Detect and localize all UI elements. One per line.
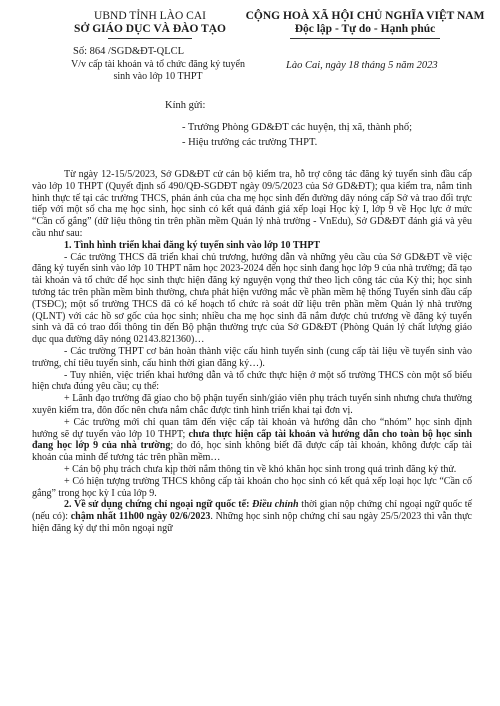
intro-paragraph: Từ ngày 12-15/5/2023, Sở GD&ĐT cử cán bộ kiểm tra, hỗ trợ công tác đăng ký tuyển sinh đầu cấp vào lớp 10 THPT (Quyết định số 490/QĐ-SGDĐT ngày 09/5/2023 của Sở GD&ĐT); qua kiểm tra, nắm tình hình thực tế tại các trường THCS, phản ánh của cha mẹ học sinh đến đường dây nóng cấp Sở và trao đổi trực tiếp với một số cha mẹ học sinh, học sinh có kết quả đánh giá xếp loại Học kỳ I, lớp 9 về Học lực ở mức “Cần cố gắng” (dữ liệu thông tin trên phần mềm Quản lý nhà trường - VnEdu), Sở GD&ĐT đánh giá và yêu cầu như sau: [32, 169, 472, 239]
section-1-heading: 1. Tình hình triển khai đăng ký tuyển sinh vào lớp 10 THPT [64, 239, 321, 251]
issuing-agency [50, 10, 250, 39]
kinh-gui-label: Kính gửi: [165, 100, 206, 111]
agency-name: SỞ GIÁO DỤC VÀ ĐÀO TẠO [74, 23, 226, 35]
body-paragraph: - Các trường THCS đã triển khai chủ trương, hướng dẫn và những yêu cầu của Sở GD&ĐT về việc đăng ký tuyển sinh vào lớp 10 THPT năm học 2023-2024 đến học sinh đang học lớp 9 của nhà trường; đã tạo tài khoản và tổ chức để học sinh thực hiện đăng ký nguyện vọng thứ theo lịch công tác của Kỳ thi; học sinh tương tác trên phần mềm bình thường, chưa phát hiện vướng mắc về phần mềm hệ thống Tuyển sinh đầu cấp (TSĐC); một số trường THCS đã có kế hoạch tổ chức rà soát dữ liệu trên phần mềm Quản lý nhà trường (QLNT) với các hồ sơ gốc của học sinh; nhiều cha mẹ học sinh đã nắm được chủ trương về đăng ký tuyển sinh và đã có trao đổi thông tin đến Bộ phận thường trực của Sở GD&ĐT (Phòng Quản lý chất lượng giáo dục qua đường dây nóng 02143.821360)… [32, 251, 472, 346]
body-paragraph: - Các trường THPT cơ bản hoàn thành việc cấu hình tuyển sinh (cung cấp tài liệu về tuyển sinh vào trường, chỉ tiêu tuyển sinh, cấu hình thời gian đăng ký…). [32, 345, 472, 369]
country-name: CỘNG HOÀ XÃ HỘI CHỦ NGHĨA VIỆT NAM [245, 10, 485, 22]
body-paragraph: + Có hiện tượng trường THCS không cấp tài khoản cho học sinh có kết quả xếp loại học lực “Cần cố gắng” trong học kỳ I của lớp 9. [32, 475, 472, 499]
section-2-paragraph: 2. Về sử dụng chứng chỉ ngoại ngữ quốc tế: Điều chỉnh thời gian nộp chứng chỉ ngoại ngữ quốc tế (nếu có): chậm nhất 11h00 ngày 02/6/2023. Những học sinh nộp chứng chỉ sau ngày 25/5/2023 thì vẫn thực hiện đăng ký dự thi môn ngoại ngữ [32, 499, 472, 534]
agency-parent: UBND TỈNH LÀO CAI [94, 10, 206, 22]
recipient-line: - Hiệu trưởng các trường THPT. [182, 137, 318, 148]
motto-underline [290, 38, 440, 39]
motto: Độc lập - Tự do - Hạnh phúc [294, 23, 436, 35]
body-paragraph: + Lãnh đạo trường đã giao cho bộ phận tuyển sinh/giáo viên phụ trách tuyển sinh nhưng chưa thường xuyên kiểm tra, đôn đốc nên chưa nắm chắc được tình hình triển khai tại đơn vị. [32, 393, 472, 416]
document-subject: V/v cấp tài khoản và tổ chức đăng ký tuyển sinh vào lớp 10 THPT [71, 59, 245, 82]
document-number: Số: 864 /SGD&ĐT-QLCL [73, 46, 185, 57]
agency-underline [108, 38, 192, 39]
body-paragraph: + Các trường mới chỉ quan tâm đến việc cấp tài khoản và hướng dẫn cho “nhóm” học sinh định hướng sẽ dự tuyển vào lớp 10 THPT; chưa thực hiện cấp tài khoản và hướng dẫn cho toàn bộ học sinh đang học lớp 9 của nhà trường; do đó, học sinh không biết đã được cấp tài khoản, không được cấp tài khoản của mình để tương tác trên phần mềm… [32, 416, 473, 464]
national-motto [230, 10, 500, 39]
document-date: Lào Cai, ngày 18 tháng 5 năm 2023 [286, 60, 438, 71]
body-paragraph: + Cán bộ phụ trách chưa kịp thời nắm thông tin về khó khăn học sinh trong quá trình đăng ký thử. [64, 463, 457, 475]
recipient-line: - Trưởng Phòng GD&ĐT các huyện, thị xã, thành phố; [182, 122, 413, 133]
body-paragraph: - Tuy nhiên, việc triển khai hướng dẫn và tổ chức thực hiện ở một số trường THCS còn một số biểu hiện chưa đúng yêu cầu; cụ thể: [32, 369, 472, 393]
document-body [32, 169, 472, 535]
